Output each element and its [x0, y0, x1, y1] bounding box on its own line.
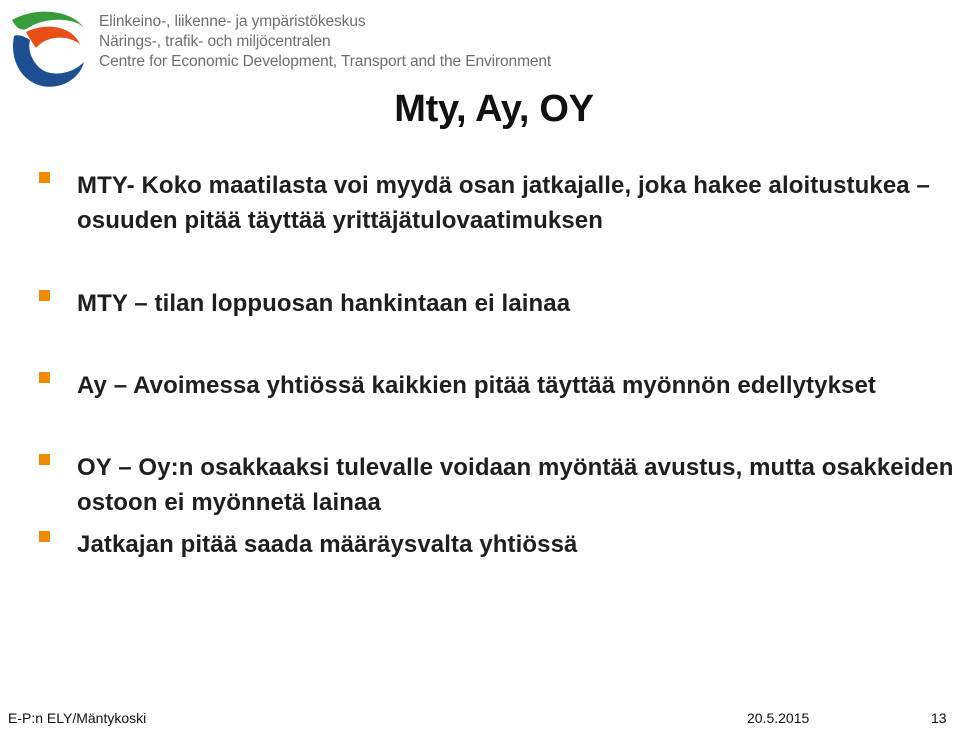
slide-title: Mty, Ay, OY	[394, 88, 594, 130]
logo-blue-shape	[13, 35, 84, 87]
square-bullet-icon	[39, 290, 50, 301]
bullet-item	[38, 168, 956, 238]
bullet-text: MTY – tilan loppuosan hankintaan ei lainaa	[77, 290, 571, 317]
header	[0, 0, 600, 92]
bullet-text: Ay – Avoimessa yhtiössä kaikkien pitää täyttää myönnön edellytykset	[77, 372, 877, 399]
bullet-text: MTY- Koko maatilasta voi myydä osan jatkajalle, joka hakee aloitustukea – osuuden pitää täyttää yrittäjätulovaatimuksen	[77, 172, 930, 234]
organization-name	[99, 12, 551, 72]
org-name-swedish: Närings-, trafik- och miljöcentralen	[99, 33, 331, 50]
footer-author: E-P:n ELY/Mäntykoski	[8, 710, 147, 726]
bullet-text: Jatkajan pitää saada määräysvalta yhtiössä	[77, 531, 578, 558]
org-name-finnish: Elinkeino-, liikenne- ja ympäristökeskus	[99, 13, 366, 30]
logo-white-inner	[36, 42, 76, 66]
square-bullet-icon	[39, 454, 50, 465]
ely-logo	[6, 6, 86, 88]
bullet-list	[38, 168, 956, 562]
bullet-item	[38, 368, 956, 403]
bullet-text: OY – Oy:n osakkaaksi tulevalle voidaan myöntää avustus, mutta osakkeiden ostoon ei myönnetä lainaa	[77, 454, 954, 516]
bullet-item	[38, 527, 956, 562]
bullet-item	[38, 286, 956, 321]
org-name-english: Centre for Economic Development, Transport and the Environment	[99, 53, 552, 70]
footer-date: 20.5.2015	[747, 710, 810, 726]
page-number: 13	[931, 710, 947, 726]
bullet-item	[38, 450, 956, 520]
square-bullet-icon	[39, 172, 50, 183]
square-bullet-icon	[39, 372, 50, 383]
square-bullet-icon	[39, 531, 50, 542]
